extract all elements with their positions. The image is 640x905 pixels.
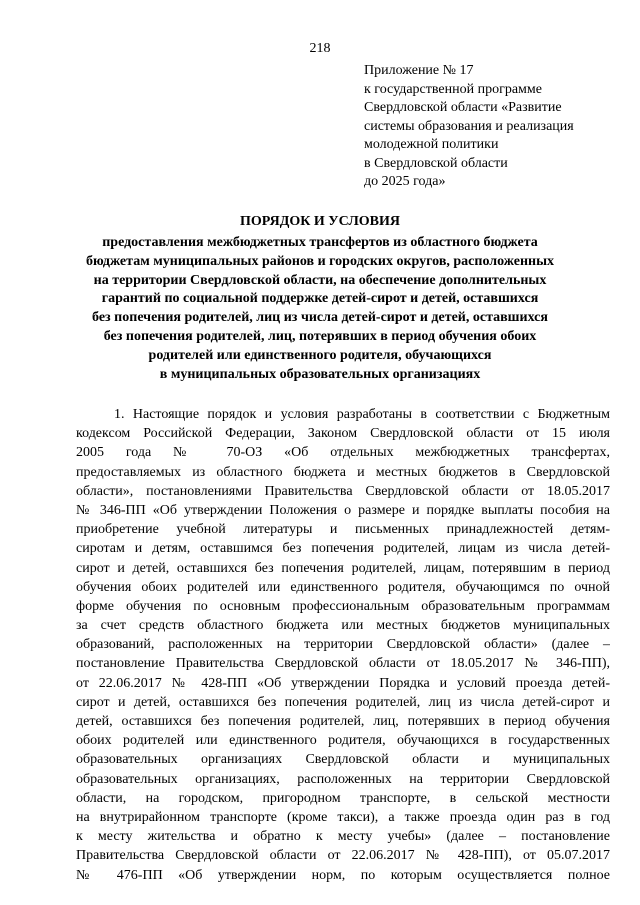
appendix-line: в Свердловской области xyxy=(364,155,508,171)
appendix-line: Приложение № 17 xyxy=(364,63,474,78)
appendix-line: до 2025 года» xyxy=(364,174,446,189)
document-subtitle xyxy=(0,234,640,384)
body-line: 2005 года № 70-ОЗ «Об отдельных межбюджетных трансфертах, xyxy=(76,445,610,461)
appendix-line: к государственной программе xyxy=(364,81,542,97)
body-line: Правительства Свердловской области от 22.06.2017 № 428-ПП), от 05.07.2017 xyxy=(76,848,610,864)
body-line: области, на городском, пригородном транспорте, в сельской местности xyxy=(76,790,610,806)
body-line: постановление Правительства Свердловской области от 18.05.2017 № 346-ПП), xyxy=(76,656,610,672)
subtitle-line: предоставления межбюджетных трансфертов из областного бюджета xyxy=(102,235,538,250)
body-line: образовательных организациях Свердловской области и муниципальных xyxy=(76,752,610,768)
subtitle-line: гарантий по социальной поддержке детей-сирот и детей, оставшихся xyxy=(101,291,539,307)
body-line: на внутрирайонном транспорте (кроме такси), а также проезда один раз в год xyxy=(76,809,610,825)
subtitle-line: без попечения родителей, лиц, потерявших в период обучения обоих xyxy=(103,328,537,344)
body-line: № 476-ПП «Об утверждении норм, по которым осуществляется полное xyxy=(76,867,610,883)
appendix-note xyxy=(364,62,624,192)
body-line: 1. Настоящие порядок и условия разработаны в соответствии с Бюджетным xyxy=(114,407,610,422)
body-line: детей, оставшихся без попечения родителей, лиц, потерявших в период обучения xyxy=(76,714,610,729)
body-line: форме обучения по основным профессиональным образовательным программам xyxy=(76,598,610,614)
body-line: образовательных организациях, расположенных на территории Свердловской xyxy=(76,771,610,787)
appendix-line: Свердловской области «Развитие xyxy=(364,100,562,115)
subtitle-line: в муниципальных образовательных организациях xyxy=(159,366,481,382)
body-line: сирот и детей, оставшихся без попечения родителей, лиц из числа детей-сирот и xyxy=(76,694,610,710)
body-line: кодексом Российской Федерации, Законом Свердловской области от 15 июля xyxy=(76,426,610,442)
body-line: предоставляемых из областного бюджета и местных бюджетов в Свердловской xyxy=(76,464,610,480)
page-number: 218 xyxy=(309,41,331,56)
body-line: обучения обоих родителей или единственного родителя, обучающимся по очной xyxy=(76,579,610,595)
document-title: ПОРЯДОК И УСЛОВИЯ xyxy=(239,214,400,229)
subtitle-line: на территории Свердловской области, на обеспечение дополнительных xyxy=(93,272,547,288)
subtitle-line: родителей или единственного родителя, обучающихся xyxy=(148,347,492,363)
appendix-line: молодежной политики xyxy=(364,137,499,152)
subtitle-line: без попечения родителей, лиц из числа детей-сирот и детей, оставшихся xyxy=(92,310,548,326)
body-line: к месту жительства и обратно к месту учебы» (далее – постановление xyxy=(76,829,610,845)
body-line: образований, расположенных на территории Свердловской области» (далее – xyxy=(76,637,610,653)
body-line: сиротам и детям, оставшимся без попечения родителей, лицам из числа детей- xyxy=(76,541,610,557)
body-line: от 22.06.2017 № 428-ПП «Об утверждении Порядка и условий проезда детей- xyxy=(76,675,610,691)
body-line: приобретение учебной литературы и письменных принадлежностей детям- xyxy=(76,522,610,538)
body-line: за счет средств областного бюджета или местных бюджетов муниципальных xyxy=(76,618,610,634)
body-line: сирот и детей, оставшихся без попечения родителей, лицам, потерявшим в период xyxy=(76,560,610,576)
body-line: области», постановлениями Правительства Свердловской области от 18.05.2017 xyxy=(76,483,610,499)
body-paragraph xyxy=(76,405,610,885)
appendix-line: системы образования и реализация xyxy=(364,118,574,134)
body-line: № 346-ПП «Об утверждении Положения о размере и порядке выплаты пособия на xyxy=(76,502,610,518)
subtitle-line: бюджетам муниципальных районов и городских округов, расположенных xyxy=(85,253,555,269)
body-line: обоих родителей или единственного родителя, обучающихся в государственных xyxy=(76,733,610,749)
